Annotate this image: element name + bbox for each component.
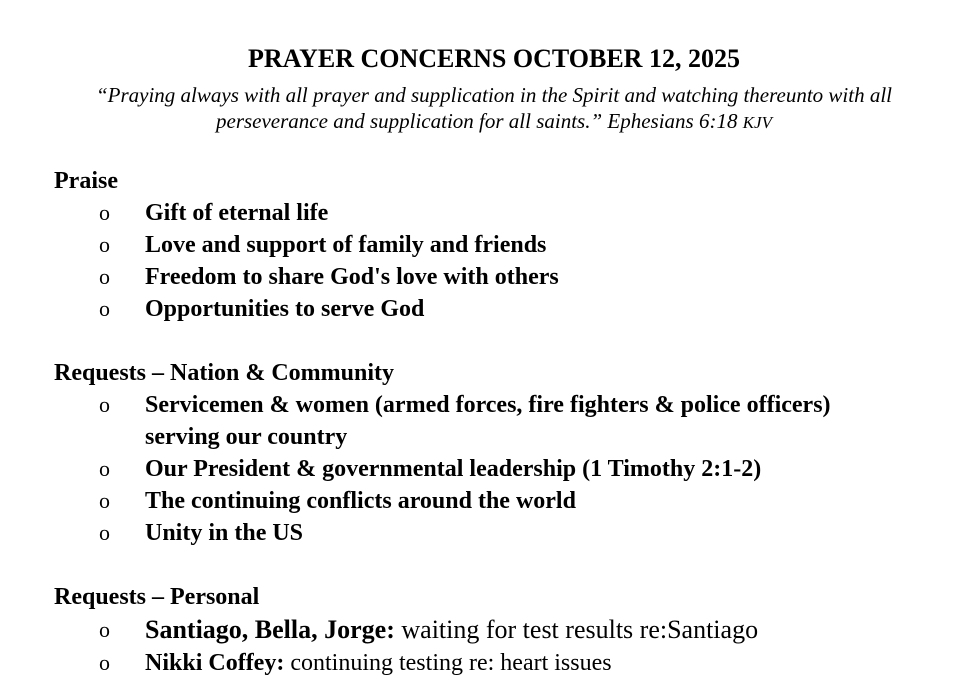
bullet-icon: o [99, 296, 110, 321]
request-detail: continuing testing re: heart issues [284, 650, 612, 676]
bullet-icon: o [99, 392, 110, 417]
section-heading-praise: Praise [54, 168, 118, 194]
bullet-icon: o [99, 488, 110, 513]
list-item-text: Love and support of family and friends [145, 232, 547, 258]
list-item-text: Servicemen & women (armed forces, fire fighters & police officers) serving our country [145, 392, 831, 450]
scripture-verse [40, 82, 948, 136]
section-heading-personal: Requests – Personal [54, 584, 260, 610]
bullet-icon: o [99, 520, 110, 545]
list-item-text: Gift of eternal life [145, 200, 329, 226]
list-item-text: Unity in the US [145, 520, 304, 546]
verse-version: KJV [742, 113, 772, 132]
list-item-text [145, 647, 865, 679]
list-item-text [145, 614, 945, 646]
page-title: PRAYER CONCERNS OCTOBER 12, 2025 [248, 44, 740, 73]
bullet-icon: o [99, 456, 110, 481]
bullet-icon: o [99, 200, 110, 225]
person-name: Santiago, Bella, Jorge: [145, 615, 395, 644]
list-item-text: Opportunities to serve God [145, 296, 425, 322]
verse-text: “Praying always with all prayer and supplication in the Spirit and watching thereunto with all perseverance and supplication for all saints.” Ephesians 6:18 [95, 83, 893, 133]
list-item-text: The continuing conflicts around the world [145, 488, 576, 514]
bullet-icon: o [99, 264, 110, 289]
list-item-text: Freedom to share God's love with others [145, 264, 559, 290]
person-name: Nikki Coffey: [145, 650, 285, 676]
bullet-icon: o [99, 617, 110, 642]
bullet-icon: o [99, 650, 110, 675]
bullet-icon: o [99, 232, 110, 257]
section-heading-nation: Requests – Nation & Community [54, 360, 395, 386]
list-item-text: Our President & governmental leadership (1 Timothy 2:1-2) [145, 456, 762, 482]
request-detail: waiting for test results re:Santiago [394, 615, 759, 644]
